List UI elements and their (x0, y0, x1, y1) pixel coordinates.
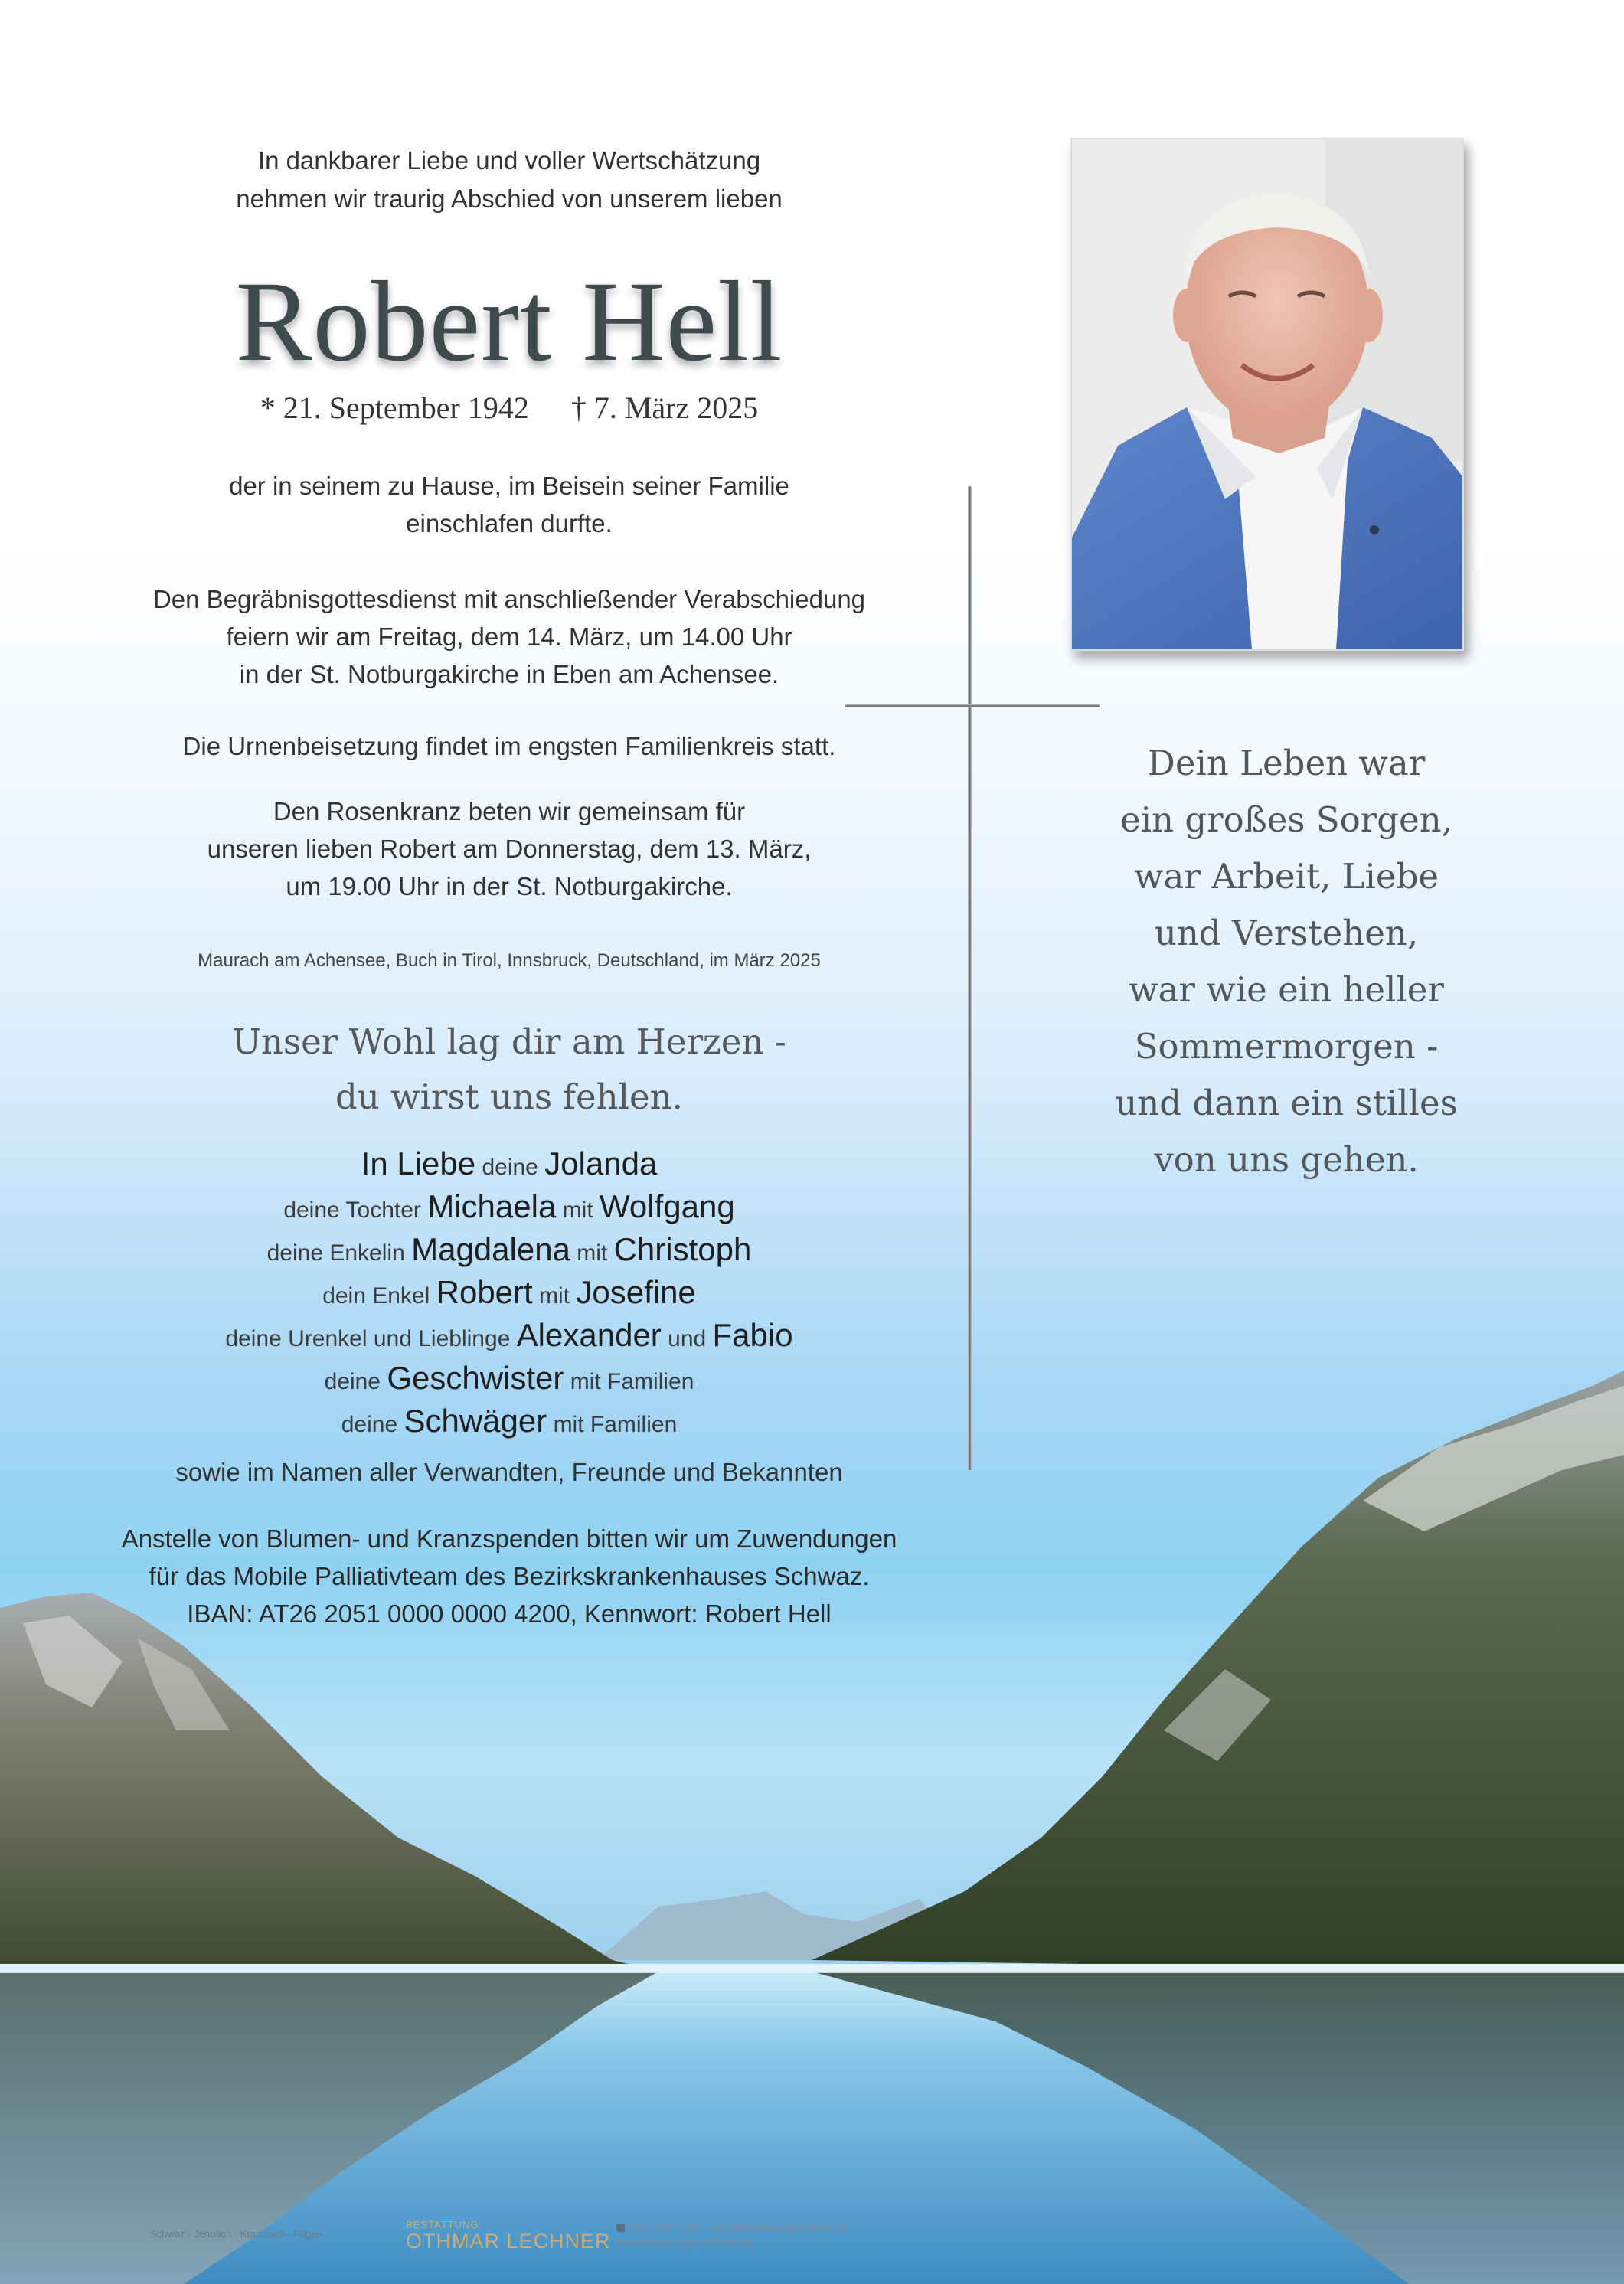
family-name: Fabio (712, 1317, 793, 1353)
portrait-illustration (1072, 139, 1462, 649)
poem-line: Sommermorgen - (1134, 1026, 1439, 1067)
rosary-paragraph (107, 792, 911, 905)
poem-line: und Verstehen, (1154, 913, 1419, 953)
poem-line: von uns gehen. (1154, 1139, 1419, 1180)
deceased-name: Robert Hell (235, 258, 783, 385)
family-relation-text: mit Familien (564, 1369, 694, 1394)
paragraph-line: Den Begräbnisgottesdienst mit anschließender Verabschiedung (152, 585, 866, 613)
urn-burial-paragraph (107, 727, 911, 765)
phone-icon (616, 2224, 625, 2232)
motto (107, 1015, 911, 1125)
poem-line: und dann ein stilles (1115, 1083, 1458, 1123)
family-line (92, 1314, 926, 1357)
poem-line: war Arbeit, Liebe (1133, 856, 1439, 897)
paragraph-line: Den Rosenkranz beten wir gemeinsam für (273, 797, 746, 825)
family-relation-text: mit Familien (547, 1412, 678, 1437)
motto-line: Unser Wohl lag dir am Herzen - (232, 1021, 786, 1062)
family-relation-text: deine Enkelin (266, 1240, 412, 1266)
family-line (92, 1228, 926, 1271)
funeral-home-footer (138, 2219, 903, 2265)
life-dates (92, 389, 926, 427)
footer-website: www.bestattung-lechner.at (616, 2237, 751, 2250)
family-list (92, 1142, 926, 1443)
family-name: Geschwister (387, 1360, 564, 1396)
family-relation-text: mit (570, 1240, 614, 1266)
family-relation-text: deine Urenkel und Lieblinge (225, 1326, 517, 1351)
poem (1087, 735, 1485, 1188)
donation-line: IBAN: AT26 2051 0000 0000 4200, Kennwort: Robert Hell (187, 1599, 832, 1628)
footer-brand-label: BESTATTUNG (406, 2219, 479, 2230)
family-relation-text: deine Tochter (283, 1198, 428, 1223)
family-name: Schwäger (404, 1403, 547, 1439)
footer-towns: Schwaz · Jenbach · Kramsach · Fügen (150, 2228, 322, 2240)
donation-line: Anstelle von Blumen- und Kranzspenden bitten wir um Zuwendungen (121, 1524, 897, 1553)
poem-line: war wie ein heller (1129, 969, 1444, 1010)
death-date: † 7. März 2025 (570, 390, 759, 425)
portrait-photo (1070, 138, 1464, 651)
family-relation-text: deine (324, 1369, 387, 1394)
family-relation-text: mit (532, 1283, 577, 1309)
poem-line: ein großes Sorgen, (1120, 799, 1452, 840)
family-name: Wolfgang (600, 1188, 735, 1224)
family-name: Magdalena (411, 1231, 570, 1267)
paragraph-line: der in seinem zu Hause, im Beisein seiner Familie (229, 472, 789, 500)
family-relation-text: deine (475, 1155, 545, 1180)
donation-request (92, 1520, 926, 1632)
motto-line: du wirst uns fehlen. (335, 1077, 683, 1117)
family-line (92, 1142, 926, 1185)
family-name: Robert (436, 1274, 533, 1310)
on-behalf-line: sowie im Namen aller Verwandten, Freunde und Bekannten (175, 1458, 843, 1486)
footer-brand-name: OTHMAR LECHNER (406, 2230, 611, 2253)
family-relation-text: und (661, 1326, 713, 1351)
paragraph-line: Die Urnenbeisetzung findet im engsten Familienkreis statt. (182, 732, 836, 760)
family-name: Josefine (576, 1274, 696, 1310)
family-line (92, 1271, 926, 1314)
paragraph-line: um 19.00 Uhr in der St. Notburgakirche. (286, 872, 733, 900)
family-relation-text: dein Enkel (322, 1283, 436, 1309)
footer-contact (616, 2220, 848, 2251)
family-name: Christoph (613, 1231, 752, 1267)
donation-line: für das Mobile Palliativteam des Bezirkskrankenhauses Schwaz. (149, 1562, 870, 1590)
family-line (92, 1400, 926, 1443)
family-line (92, 1185, 926, 1228)
paragraph-line: feiern wir am Freitag, dem 14. März, um 14.00 Uhr (226, 622, 792, 651)
footer-contact-line (616, 2220, 848, 2236)
birth-date: * 21. September 1942 (260, 390, 529, 425)
family-line (92, 1357, 926, 1400)
cross-horizontal-bar (845, 704, 1100, 707)
funeral-service-paragraph (107, 580, 911, 693)
footer-phone-email: 050 1717 140 · info@bestattung-lechner.at (629, 2221, 848, 2234)
paragraph-line: einschlafen durfte. (406, 509, 613, 538)
intro-line: In dankbarer Liebe und voller Wertschätzung (257, 146, 761, 175)
family-relation-text: deine (341, 1412, 404, 1437)
cross-vertical-bar (968, 486, 972, 1470)
family-relation-text: mit (556, 1198, 600, 1223)
passing-paragraph (107, 467, 911, 542)
family-name: Alexander (516, 1317, 662, 1353)
family-name: Jolanda (544, 1145, 658, 1181)
paragraph-line: in der St. Notburgakirche in Eben am Achensee. (239, 660, 779, 688)
intro-line: nehmen wir traurig Abschied von unserem lieben (236, 185, 783, 213)
paragraph-line: unseren lieben Robert am Donnerstag, dem 13. März, (207, 835, 812, 863)
family-name: Michaela (427, 1188, 557, 1224)
family-name: In Liebe (361, 1145, 476, 1181)
place-and-date: Maurach am Achensee, Buch in Tirol, Innsbruck, Deutschland, im März 2025 (198, 950, 821, 971)
poem-line: Dein Leben war (1147, 743, 1426, 783)
intro-text (92, 142, 926, 218)
